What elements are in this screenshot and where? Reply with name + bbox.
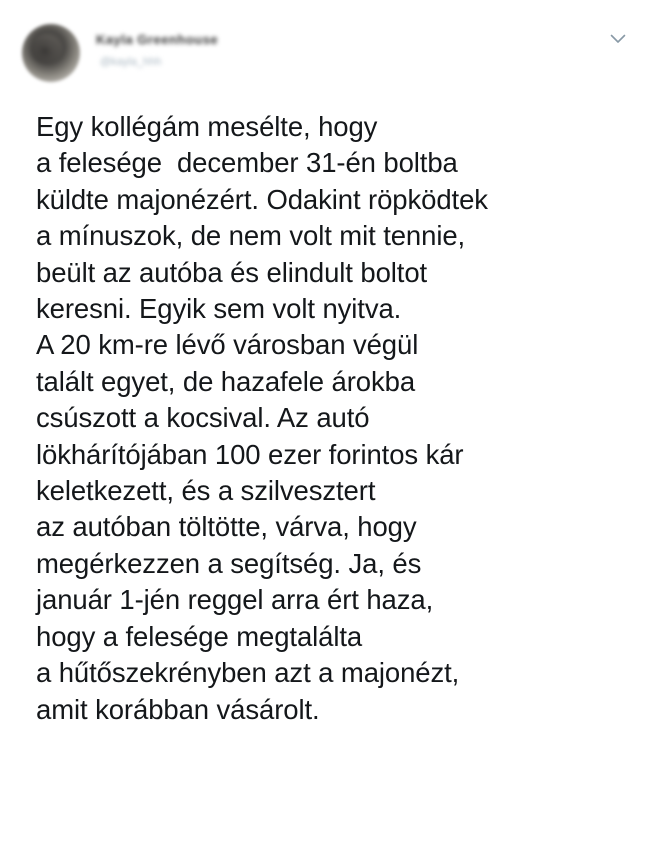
chevron-down-icon[interactable] xyxy=(610,34,626,44)
tweet-text-line: megérkezzen a segítség. Ja, és xyxy=(36,547,422,579)
tweet-text-line: küldte majonézért. Odakint röpködtek xyxy=(36,183,488,215)
tweet-text-line: a felesége december 31-én boltba xyxy=(36,147,458,179)
tweet-text-line: csúszott a kocsival. Az autó xyxy=(36,402,370,434)
author-name[interactable]: Kayla Greenhouse xyxy=(96,32,219,47)
tweet-text-line: keletkezett, és a szilvesztert xyxy=(36,475,376,507)
tweet-text-line: amit korábban vásárolt. xyxy=(36,693,320,725)
tweet-text-line: keresni. Egyik sem volt nyitva. xyxy=(36,293,402,325)
tweet-text-line: talált egyet, de hazafele árokba xyxy=(36,365,416,397)
tweet-text-line: A 20 km-re lévő városban végül xyxy=(36,329,419,361)
tweet-text xyxy=(36,109,636,728)
tweet-text-line: Egy kollégám mesélte, hogy xyxy=(36,111,378,142)
tweet-text-line: hogy a felesége megtalálta xyxy=(36,620,363,652)
tweet-text-line: beült az autóba és elindult boltot xyxy=(36,256,428,288)
tweet-text-line: a mínuszok, de nem volt mit tennie, xyxy=(36,220,466,252)
avatar[interactable] xyxy=(22,24,80,82)
author-handle[interactable]: @kayla_hhh xyxy=(100,56,162,68)
tweet-text-line: január 1-jén reggel arra ért haza, xyxy=(36,584,434,616)
tweet-text-line: az autóban töltötte, várva, hogy xyxy=(36,511,417,543)
tweet-text-line: lökhárítójában 100 ezer forintos kár xyxy=(36,438,464,470)
tweet-text-line: a hűtőszekrényben azt a majonézt, xyxy=(36,657,460,689)
